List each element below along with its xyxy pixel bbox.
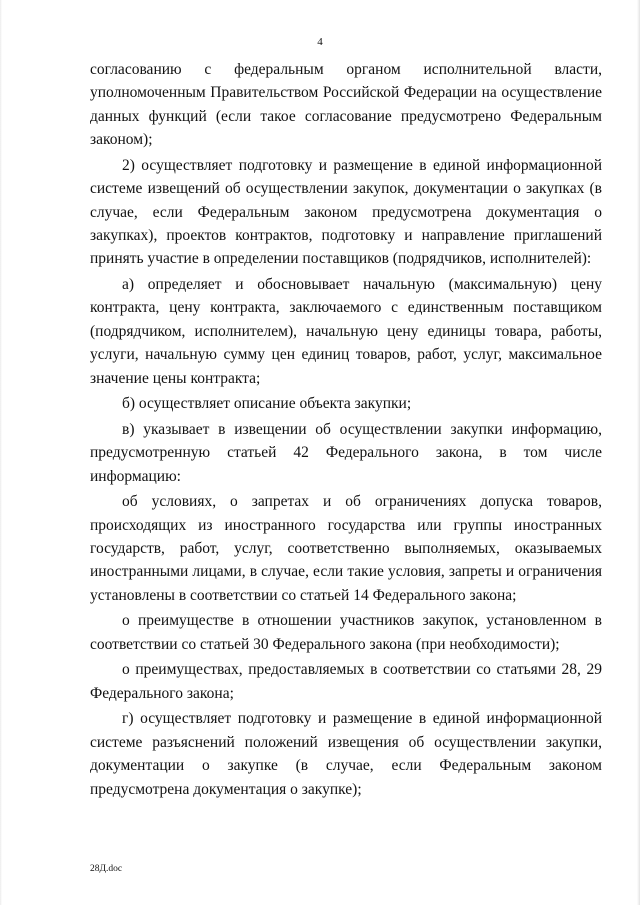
paragraph-item-g: г) осуществляет подготовку и размещение в единой информационной системе разъяснений положений извещения об осуществлении закупки, документации о закупке (в случае, если Федеральным законом предусмотрена документация о закупке);	[90, 710, 602, 798]
scan-edge-left	[0, 0, 2, 905]
paragraph-item-b: б) осуществляет описание объекта закупки;	[122, 395, 412, 413]
document-body	[90, 58, 602, 803]
paragraph-continuation: согласованию с федеральным органом исполнительной власти, уполномоченным Правительством Российской Федерации на осуществление данных функций (если такое согласование предусмотрено Федеральным законом);	[90, 61, 602, 149]
paragraph-item-2: 2) осуществляет подготовку и размещение в единой информационной системе извещений об осуществлении закупок, документации о закупках (в случае, если Федеральным законом предусмотрена документация о закупках), проектов контрактов, подготовку и направление приглашений принять участие в определении поставщиков (подрядчиков, исполнителей):	[90, 156, 602, 268]
paragraph-advantage-30: о преимуществе в отношении участников закупок, установленном в соответствии со статьей 30 Федерального закона (при необходимости);	[90, 612, 602, 653]
paragraph-item-a: а) определяет и обосновывает начальную (максимальную) цену контракта, цену контракта, заключаемого с единственным поставщиком (подрядчиком, исполнителем), начальную цену единицы товара, работы, услуги, начальную сумму цен единиц товаров, работ, услуг, максимальное значение цены контракта;	[90, 276, 602, 387]
footer-filename: 28Д.doc	[90, 864, 123, 874]
paragraph-conditions: об условиях, о запретах и об ограничениях допуска товаров, происходящих из иностранного государства или группы иностранных государств, работ, услуг, соответственно выполняемых, оказываемых иностранными лицами, в случае, если такие условия, запреты и ограничения установлены в соответствии со статьей 14 Федерального закона;	[90, 493, 602, 604]
paragraph-advantages-28-29: о преимуществах, предоставляемых в соответствии со статьями 28, 29 Федерального закона;	[90, 661, 602, 702]
paragraph-item-v: в) указывает в извещении об осуществлении закупки информацию, предусмотренную статьей 42 Федерального закона, в том числе информацию:	[90, 420, 602, 485]
page-number: 4	[317, 36, 323, 48]
